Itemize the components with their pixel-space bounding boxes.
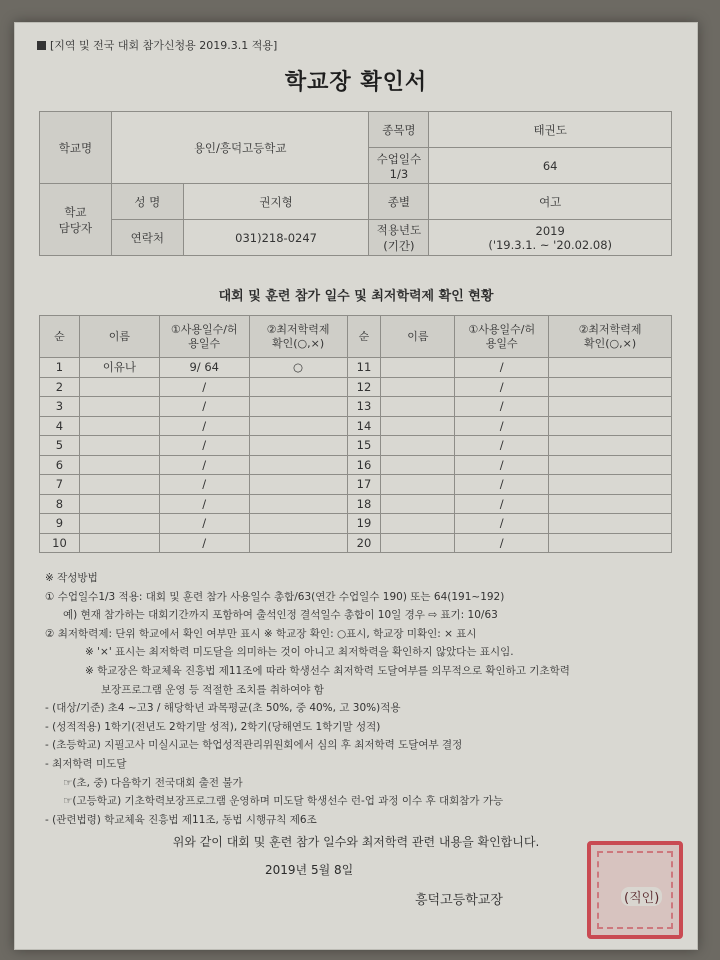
cell-check <box>549 475 672 495</box>
name-value: 권지형 <box>183 184 369 220</box>
cell-days: / <box>455 377 549 397</box>
cell-name <box>79 494 159 514</box>
cell-days: / <box>159 377 249 397</box>
cell-name <box>381 358 455 378</box>
school-value: 용인/흥덕고등학교 <box>111 112 369 184</box>
cell-days: / <box>159 494 249 514</box>
cell-days: / <box>455 494 549 514</box>
cell-no: 1 <box>40 358 80 378</box>
cell-check <box>249 494 347 514</box>
cell-name <box>79 416 159 436</box>
cell-days: / <box>159 514 249 534</box>
cell-check <box>549 533 672 553</box>
cell-no: 7 <box>40 475 80 495</box>
cell-name <box>79 533 159 553</box>
col-no: 순 <box>347 316 381 358</box>
table-row <box>40 494 672 514</box>
cell-check <box>249 475 347 495</box>
note-line: - (초등학교) 지필고사 미실시교는 학업성적관리위원회에서 심의 후 최저학력 도달여부 결정 <box>45 739 463 752</box>
col-check: ②최저학력제 확인(○,×) <box>249 316 347 358</box>
cell-name <box>381 514 455 534</box>
cell-days: / <box>159 397 249 417</box>
header-note: [지역 및 전국 대회 참가신청용 2019.3.1 적용] <box>37 37 277 53</box>
seal-label: (직인) <box>621 887 662 906</box>
year-value: 2019 ('19.3.1. ~ '20.02.08) <box>429 220 672 256</box>
cell-no: 15 <box>347 436 381 456</box>
note-line: ※ '×' 표시는 최저학력 미도달을 의미하는 것이 아니고 최저학력을 확인하지 않았다는 표시임. <box>85 646 514 659</box>
cell-name <box>79 455 159 475</box>
cell-name <box>381 533 455 553</box>
cell-name <box>79 475 159 495</box>
manager-label: 학교 담당자 <box>40 184 112 256</box>
note-line: ※ 학교장은 학교체육 진흥법 제11조에 따라 학생선수 최저학력 도달여부를 의무적으로 확인하고 기초학력 <box>85 664 570 677</box>
cell-check <box>549 377 672 397</box>
cell-check <box>549 514 672 534</box>
cell-name <box>381 475 455 495</box>
cell-name <box>79 514 159 534</box>
cell-check <box>249 436 347 456</box>
school-label: 학교명 <box>40 112 112 184</box>
cell-name <box>79 436 159 456</box>
days-value: 64 <box>429 148 672 184</box>
cell-no: 6 <box>40 455 80 475</box>
cell-no: 3 <box>40 397 80 417</box>
cell-days: / <box>455 533 549 553</box>
cell-days: / <box>455 397 549 417</box>
cell-check <box>249 455 347 475</box>
cell-no: 4 <box>40 416 80 436</box>
cell-no: 10 <box>40 533 80 553</box>
cell-name <box>381 397 455 417</box>
table-row <box>40 514 672 534</box>
col-days: ①사용일수/허 용일수 <box>159 316 249 358</box>
col-name: 이름 <box>79 316 159 358</box>
cell-check <box>249 397 347 417</box>
cell-check <box>549 416 672 436</box>
cell-no: 18 <box>347 494 381 514</box>
cell-no: 8 <box>40 494 80 514</box>
table-row <box>40 416 672 436</box>
cell-check <box>549 494 672 514</box>
issue-date: 2019년 5월 8일 <box>265 863 354 877</box>
cell-days: / <box>159 416 249 436</box>
table-row <box>40 377 672 397</box>
cell-no: 14 <box>347 416 381 436</box>
official-seal <box>587 841 683 939</box>
section-title: 대회 및 훈련 참가 일수 및 최저학력제 확인 현황 <box>218 289 494 304</box>
cell-check <box>549 455 672 475</box>
cell-days: / <box>455 455 549 475</box>
cell-days: / <box>159 455 249 475</box>
event-value: 태권도 <box>429 112 672 148</box>
cell-days: / <box>159 475 249 495</box>
col-no: 순 <box>40 316 80 358</box>
square-bullet-icon <box>37 41 46 50</box>
cell-days: / <box>455 475 549 495</box>
cell-days: / <box>455 436 549 456</box>
cell-name: 이유나 <box>79 358 159 378</box>
contact-value: 031)218-0247 <box>183 220 369 256</box>
table-row <box>40 397 672 417</box>
table-row <box>40 533 672 553</box>
note-line: ※ 작성방법 <box>45 572 98 584</box>
cell-days: 9/ 64 <box>159 358 249 378</box>
document-page <box>14 22 698 950</box>
signer: 흥덕고등학교장 <box>415 893 503 908</box>
note-line: 예) 현재 참가하는 대회기간까지 포함하여 출석인정 결석일수 총합이 10일 경우 ⇨ 표기: 10/63 <box>63 609 498 622</box>
cell-check: ○ <box>249 358 347 378</box>
days-label: 수업일수 1/3 <box>369 148 429 184</box>
name-label: 성 명 <box>111 184 183 220</box>
table-row <box>40 455 672 475</box>
gender-value: 여고 <box>429 184 672 220</box>
cell-no: 5 <box>40 436 80 456</box>
cell-name <box>79 377 159 397</box>
cell-name <box>381 455 455 475</box>
cell-days: / <box>455 514 549 534</box>
year-label: 적용년도 (기간) <box>369 220 429 256</box>
cell-no: 17 <box>347 475 381 495</box>
note-line: - (대상/기준) 초4 ~고3 / 해당학년 과목평균(초 50%, 중 40%, 고 30%)적용 <box>45 702 401 715</box>
cell-check <box>549 436 672 456</box>
cell-no: 2 <box>40 377 80 397</box>
gender-label: 종별 <box>369 184 429 220</box>
cell-no: 20 <box>347 533 381 553</box>
note-line: - 최저학력 미도달 <box>45 757 127 770</box>
cell-name <box>381 436 455 456</box>
document-title: 학교장 확인서 <box>284 70 428 95</box>
roster-table <box>39 315 672 553</box>
event-label: 종목명 <box>369 112 429 148</box>
roster-header-row <box>40 316 672 358</box>
cell-check <box>249 377 347 397</box>
cell-no: 19 <box>347 514 381 534</box>
contact-label: 연락처 <box>111 220 183 256</box>
col-days: ①사용일수/허 용일수 <box>455 316 549 358</box>
confirm-text: 위와 같이 대회 및 훈련 참가 일수와 최저학력 관련 내용을 확인합니다. <box>172 835 540 849</box>
table-row <box>40 358 672 378</box>
note-line: ① 수업일수1/3 적용: 대회 및 훈련 참가 사용일수 총합/63(연간 수업일수 190) 또는 64(191~192) <box>45 590 505 603</box>
cell-no: 9 <box>40 514 80 534</box>
cell-no: 11 <box>347 358 381 378</box>
cell-name <box>79 397 159 417</box>
cell-name <box>381 377 455 397</box>
cell-no: 13 <box>347 397 381 417</box>
note-line: 보장프로그램 운영 등 적절한 조치를 취하여야 함 <box>101 683 324 696</box>
cell-days: / <box>159 436 249 456</box>
roster-body <box>40 316 672 553</box>
col-name: 이름 <box>381 316 455 358</box>
cell-check <box>249 514 347 534</box>
cell-name <box>381 416 455 436</box>
cell-no: 12 <box>347 377 381 397</box>
cell-check <box>549 397 672 417</box>
note-line: ② 최저학력제: 단위 학교에서 확인 여부만 표시 ※ 학교장 확인: ○표시, 학교장 미확인: × 표시 <box>45 627 477 640</box>
col-check: ②최저학력제 확인(○,×) <box>549 316 672 358</box>
instructions <box>45 569 685 829</box>
cell-days: / <box>159 533 249 553</box>
cell-days: / <box>455 416 549 436</box>
note-line: - (관련법령) 학교체육 진흥법 제11조, 동법 시행규칙 제6조 <box>45 813 317 826</box>
cell-name <box>381 494 455 514</box>
table-row <box>40 475 672 495</box>
note-line: ☞(고등학교) 기초학력보장프로그램 운영하며 미도달 학생선수 런-업 과정 이수 후 대회참가 가능 <box>63 795 504 808</box>
note-line: ☞(초, 중) 다음학기 전국대회 출전 불가 <box>63 776 243 789</box>
info-table <box>39 111 672 256</box>
cell-days: / <box>455 358 549 378</box>
note-line: - (성적적용) 1학기(전년도 2학기말 성적), 2학기(당해연도 1학기말 성적) <box>45 720 381 733</box>
cell-check <box>549 358 672 378</box>
cell-no: 16 <box>347 455 381 475</box>
cell-check <box>249 533 347 553</box>
cell-check <box>249 416 347 436</box>
table-row <box>40 436 672 456</box>
